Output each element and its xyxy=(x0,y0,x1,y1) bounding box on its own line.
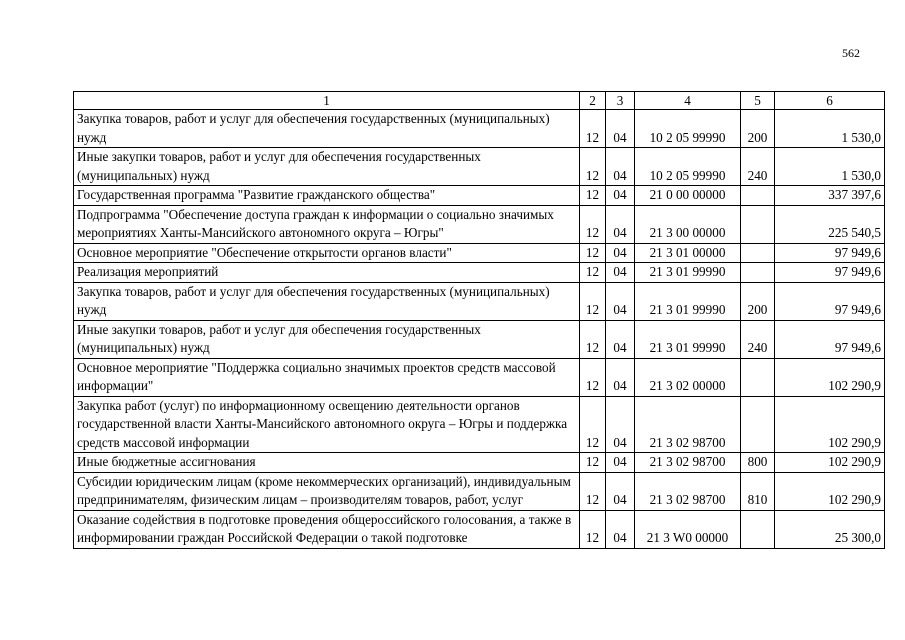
subsection-code: 04 xyxy=(606,282,635,320)
amount: 102 290,9 xyxy=(775,396,885,453)
column-header: 6 xyxy=(775,92,885,110)
target-article-code: 21 3 01 00000 xyxy=(635,243,741,263)
target-article-code: 21 3 02 00000 xyxy=(635,358,741,396)
expense-type-code xyxy=(741,186,775,206)
expense-type-code: 200 xyxy=(741,110,775,148)
expense-type-code xyxy=(741,358,775,396)
section-code: 12 xyxy=(580,186,606,206)
page-number: 562 xyxy=(842,46,860,60)
amount: 97 949,6 xyxy=(775,320,885,358)
target-article-code: 21 3 00 00000 xyxy=(635,205,741,243)
target-article-code: 21 3 01 99990 xyxy=(635,263,741,283)
amount: 337 397,6 xyxy=(775,186,885,206)
row-description: Иные закупки товаров, работ и услуг для обеспечения государственных (муниципальных) нужд xyxy=(74,148,580,186)
section-code: 12 xyxy=(580,148,606,186)
row-description: Закупка товаров, работ и услуг для обеспечения государственных (муниципальных) нужд xyxy=(74,282,580,320)
table-row xyxy=(74,205,885,243)
expense-type-code xyxy=(741,396,775,453)
section-code: 12 xyxy=(580,282,606,320)
column-header: 1 xyxy=(74,92,580,110)
amount: 25 300,0 xyxy=(775,510,885,548)
amount: 97 949,6 xyxy=(775,263,885,283)
table-row xyxy=(74,110,885,148)
table-row xyxy=(74,263,885,283)
amount: 1 530,0 xyxy=(775,110,885,148)
row-description: Государственная программа "Развитие гражданского общества" xyxy=(74,186,580,206)
column-header: 4 xyxy=(635,92,741,110)
section-code: 12 xyxy=(580,472,606,510)
subsection-code: 04 xyxy=(606,358,635,396)
amount: 102 290,9 xyxy=(775,472,885,510)
expense-type-code: 240 xyxy=(741,148,775,186)
budget-table xyxy=(73,91,885,549)
target-article-code: 21 3 01 99990 xyxy=(635,282,741,320)
target-article-code: 21 3 02 98700 xyxy=(635,396,741,453)
section-code: 12 xyxy=(580,358,606,396)
section-code: 12 xyxy=(580,320,606,358)
section-code: 12 xyxy=(580,243,606,263)
row-description: Иные закупки товаров, работ и услуг для обеспечения государственных (муниципальных) нужд xyxy=(74,320,580,358)
amount: 225 540,5 xyxy=(775,205,885,243)
target-article-code: 21 3 02 98700 xyxy=(635,453,741,473)
row-description: Подпрограмма "Обеспечение доступа граждан к информации о социально значимых мероприятиях Ханты-Мансийского автономного округа – Югры" xyxy=(74,205,580,243)
subsection-code: 04 xyxy=(606,243,635,263)
subsection-code: 04 xyxy=(606,453,635,473)
table-row xyxy=(74,510,885,548)
subsection-code: 04 xyxy=(606,396,635,453)
amount: 102 290,9 xyxy=(775,453,885,473)
subsection-code: 04 xyxy=(606,510,635,548)
table-row xyxy=(74,358,885,396)
subsection-code: 04 xyxy=(606,148,635,186)
section-code: 12 xyxy=(580,510,606,548)
subsection-code: 04 xyxy=(606,472,635,510)
column-header: 5 xyxy=(741,92,775,110)
section-code: 12 xyxy=(580,263,606,283)
row-description: Оказание содействия в подготовке проведения общероссийского голосования, а также в информировании граждан Российской Федерации о такой подготовке xyxy=(74,510,580,548)
table-row xyxy=(74,148,885,186)
subsection-code: 04 xyxy=(606,320,635,358)
target-article-code: 21 3 02 98700 xyxy=(635,472,741,510)
subsection-code: 04 xyxy=(606,205,635,243)
column-header: 2 xyxy=(580,92,606,110)
section-code: 12 xyxy=(580,110,606,148)
section-code: 12 xyxy=(580,396,606,453)
row-description: Основное мероприятие "Обеспечение открытости органов власти" xyxy=(74,243,580,263)
subsection-code: 04 xyxy=(606,263,635,283)
row-description: Закупка товаров, работ и услуг для обеспечения государственных (муниципальных) нужд xyxy=(74,110,580,148)
target-article-code: 10 2 05 99990 xyxy=(635,148,741,186)
expense-type-code: 810 xyxy=(741,472,775,510)
amount: 102 290,9 xyxy=(775,358,885,396)
row-description: Основное мероприятие "Поддержка социально значимых проектов средств массовой информации" xyxy=(74,358,580,396)
section-code: 12 xyxy=(580,453,606,473)
table-body xyxy=(74,110,885,549)
target-article-code: 21 0 00 00000 xyxy=(635,186,741,206)
table-row xyxy=(74,282,885,320)
table-row xyxy=(74,453,885,473)
table-row xyxy=(74,472,885,510)
expense-type-code: 200 xyxy=(741,282,775,320)
target-article-code: 10 2 05 99990 xyxy=(635,110,741,148)
table-row xyxy=(74,320,885,358)
expense-type-code xyxy=(741,205,775,243)
subsection-code: 04 xyxy=(606,186,635,206)
expense-type-code: 240 xyxy=(741,320,775,358)
row-description: Закупка работ (услуг) по информационному освещению деятельности органов государственной власти Ханты-Мансийского автономного округа – Югры и поддержка средств массовой информации xyxy=(74,396,580,453)
section-code: 12 xyxy=(580,205,606,243)
table-row xyxy=(74,186,885,206)
subsection-code: 04 xyxy=(606,110,635,148)
table-row xyxy=(74,396,885,453)
expense-type-code: 800 xyxy=(741,453,775,473)
amount: 97 949,6 xyxy=(775,243,885,263)
amount: 97 949,6 xyxy=(775,282,885,320)
expense-type-code xyxy=(741,243,775,263)
expense-type-code xyxy=(741,510,775,548)
row-description: Иные бюджетные ассигнования xyxy=(74,453,580,473)
row-description: Субсидии юридическим лицам (кроме некоммерческих организаций), индивидуальным предпринимателям, физическим лицам – производителям товаров, работ, услуг xyxy=(74,472,580,510)
target-article-code: 21 3 W0 00000 xyxy=(635,510,741,548)
row-description: Реализация мероприятий xyxy=(74,263,580,283)
column-header: 3 xyxy=(606,92,635,110)
target-article-code: 21 3 01 99990 xyxy=(635,320,741,358)
expense-type-code xyxy=(741,263,775,283)
table-header-row xyxy=(74,92,885,110)
table-row xyxy=(74,243,885,263)
amount: 1 530,0 xyxy=(775,148,885,186)
